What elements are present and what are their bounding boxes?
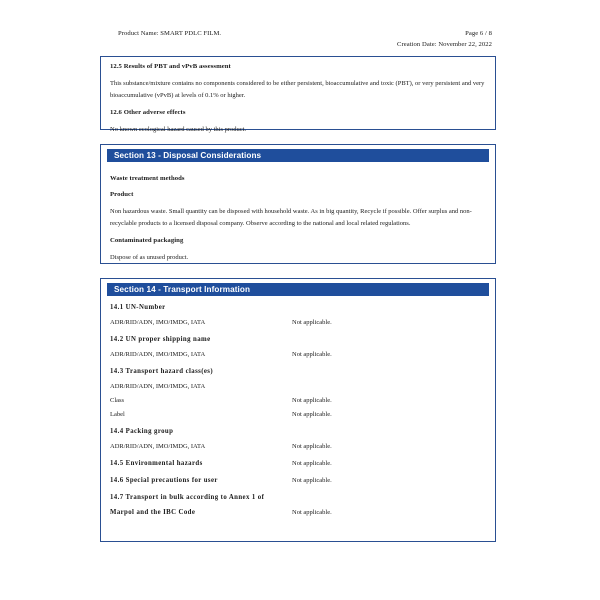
spacer — [110, 452, 487, 459]
spacer — [110, 420, 487, 427]
transport-row-label: ADR/RID/ADN, IMO/IMDG, IATA — [110, 443, 206, 450]
text-contaminated-packaging: Dispose of as unused product. — [110, 254, 189, 261]
spacer — [110, 486, 487, 493]
transport-row-label: ADR/RID/ADN, IMO/IMDG, IATA — [110, 319, 206, 326]
transport-heading: 14.2 UN proper shipping name — [110, 336, 211, 343]
section-12-block — [100, 56, 496, 133]
transport-heading: 14.1 UN-Number — [110, 304, 166, 311]
section-13-content — [101, 169, 495, 269]
section-13-block — [100, 144, 496, 264]
transport-heading: 14.4 Packing group — [110, 428, 174, 435]
transport-row-label: ADR/RID/ADN, IMO/IMDG, IATA — [110, 383, 206, 390]
transport-row-value: Not applicable. — [292, 411, 332, 418]
transport-row-label: ADR/RID/ADN, IMO/IMDG, IATA — [110, 351, 206, 358]
document-header — [118, 28, 492, 50]
header-row-primary — [118, 28, 492, 39]
section-14-banner: Section 14 - Transport Information — [107, 283, 489, 296]
transport-row — [110, 508, 487, 518]
transport-row — [110, 396, 487, 406]
section-12-content — [101, 57, 495, 141]
heading-12-5: 12.5 Results of PBT and vPvB assessment — [110, 63, 231, 70]
heading-product: Product — [110, 191, 134, 198]
spacer — [110, 518, 487, 521]
product-name-label: Product Name: SMART PDLC FILM. — [118, 30, 222, 37]
transport-row — [110, 476, 487, 486]
text-product-disposal: Non hazardous waste. Small quantity can be disposed with household waste. As in big quantity, Recycle if possible. Offer surplus and non-recyclable products to a licensed disposal company. Observe according to the national and local related regulations. — [110, 208, 472, 227]
transport-information-list — [101, 303, 495, 521]
spacer — [110, 469, 487, 476]
transport-row — [110, 318, 487, 328]
section-13-banner: Section 13 - Disposal Considerations — [107, 149, 489, 162]
transport-row-value: Not applicable. — [292, 443, 332, 450]
heading-12-6: 12.6 Other adverse effects — [110, 109, 186, 116]
transport-row-label: Label — [110, 411, 125, 418]
creation-date-label: Creation Date: November 22, 2022 — [397, 41, 492, 48]
transport-row — [110, 442, 487, 452]
transport-row — [110, 382, 487, 392]
transport-row-value: Not applicable. — [292, 509, 332, 516]
transport-row-label: Class — [110, 397, 125, 404]
transport-row-value: Not applicable. — [292, 351, 332, 358]
transport-row — [110, 350, 487, 360]
transport-row-label: 14.5 Environmental hazards — [110, 460, 203, 467]
transport-row-label: Marpol and the IBC Code — [110, 509, 196, 516]
transport-row — [110, 459, 487, 469]
spacer — [110, 360, 487, 367]
transport-row — [110, 410, 487, 420]
transport-row-value: Not applicable. — [292, 397, 332, 404]
spacer — [110, 328, 487, 335]
section-14-block — [100, 278, 496, 542]
transport-row-value: Not applicable. — [292, 477, 332, 484]
text-12-6: No known ecological hazard caused by this product. — [110, 126, 247, 133]
transport-heading: 14.3 Transport hazard class(es) — [110, 368, 214, 375]
heading-waste-treatment-methods: Waste treatment methods — [110, 175, 185, 182]
page-number-label: Page 6 / 8 — [465, 30, 492, 37]
transport-row-value: Not applicable. — [292, 460, 332, 467]
transport-row-value: Not applicable. — [292, 319, 332, 326]
text-12-5: This substance/mixture contains no components considered to be either persistent, bioaccumulative and toxic (PBT), or very persistent and very bioaccumulative (vPvB) at levels of 0.1% or higher. — [110, 80, 485, 99]
transport-heading: 14.7 Transport in bulk according to Annex 1 of — [110, 494, 265, 501]
header-row-secondary — [118, 39, 492, 50]
heading-contaminated-packaging: Contaminated packaging — [110, 237, 184, 244]
transport-row-label: 14.6 Special precautions for user — [110, 477, 218, 484]
